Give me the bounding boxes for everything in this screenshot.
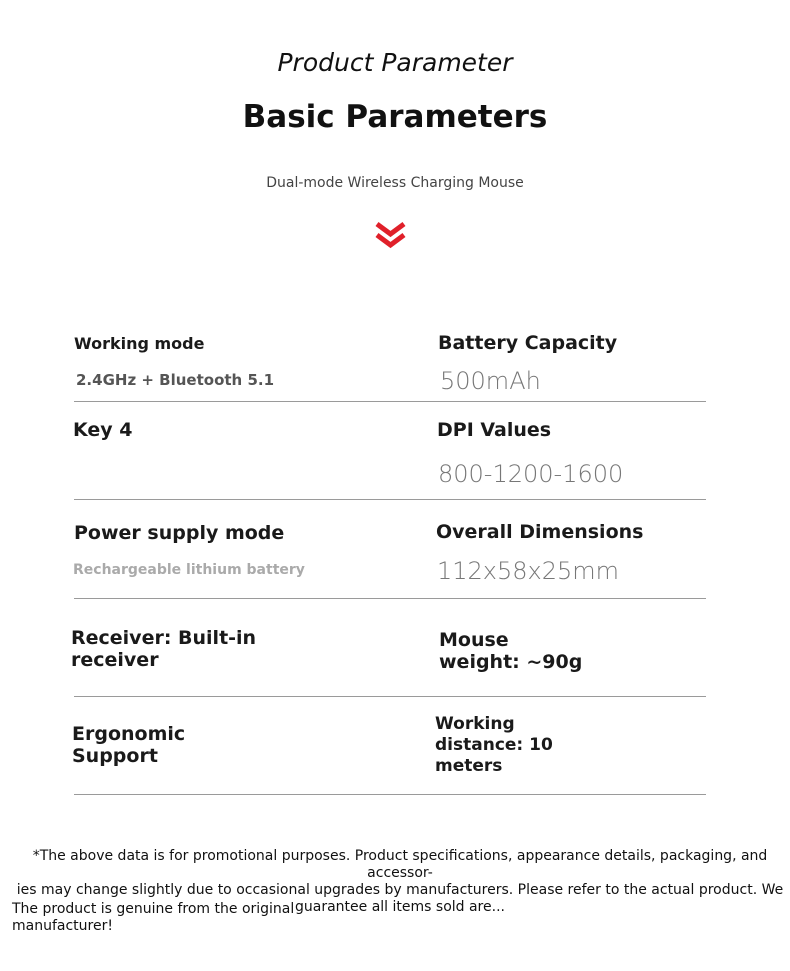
key-label: Key 4 — [73, 419, 133, 441]
divider — [74, 696, 706, 697]
genuine-line-2: manufacturer! — [12, 918, 113, 934]
divider — [74, 794, 706, 795]
receiver-line-2: receiver — [71, 649, 159, 671]
disclaimer-line-3: guarantee all items sold are... — [295, 899, 505, 915]
page-title: Basic Parameters — [242, 99, 548, 135]
working-mode-label: Working mode — [74, 334, 205, 353]
ergonomic-label — [72, 723, 185, 767]
weight-label — [439, 629, 582, 673]
divider — [74, 598, 706, 599]
genuine-note — [12, 901, 312, 935]
power-supply-label: Power supply mode — [74, 522, 285, 544]
weight-line-1: Mouse — [439, 629, 509, 651]
double-chevron-down-icon — [374, 220, 407, 250]
receiver-label — [71, 627, 256, 671]
ergonomic-line-1: Ergonomic — [72, 723, 186, 745]
divider — [74, 401, 706, 402]
header-subtitle: Product Parameter — [277, 48, 513, 77]
weight-line-2: weight: ~90g — [439, 651, 583, 673]
working-mode-value: 2.4GHz + Bluetooth 5.1 — [76, 371, 275, 389]
working-distance-label — [435, 714, 553, 777]
ergonomic-line-2: Support — [72, 745, 158, 767]
dpi-label: DPI Values — [437, 419, 552, 441]
disclaimer-line-1: *The above data is for promotional purposes. Product specifications, appearance details, packaging, and accessor- — [32, 848, 768, 881]
dimensions-value: 112x58x25mm — [437, 557, 620, 585]
power-supply-value: Rechargeable lithium battery — [73, 562, 305, 578]
receiver-line-1: Receiver: Built-in — [71, 627, 257, 649]
battery-capacity-value: 500mAh — [440, 367, 541, 395]
dpi-value: 800-1200-1600 — [438, 460, 624, 488]
disclaimer-line-2: ies may change slightly due to occasional upgrades by manufacturers. Please refer to the actual product. We — [16, 882, 784, 898]
genuine-line-1: The product is genuine from the original — [12, 901, 295, 917]
divider — [74, 499, 706, 500]
distance-line-3: meters — [435, 756, 503, 776]
product-description: Dual-mode Wireless Charging Mouse — [266, 175, 524, 191]
battery-capacity-label: Battery Capacity — [438, 332, 618, 354]
dimensions-label: Overall Dimensions — [436, 521, 644, 543]
distance-line-2: distance: 10 — [435, 735, 553, 755]
distance-line-1: Working — [435, 714, 515, 734]
